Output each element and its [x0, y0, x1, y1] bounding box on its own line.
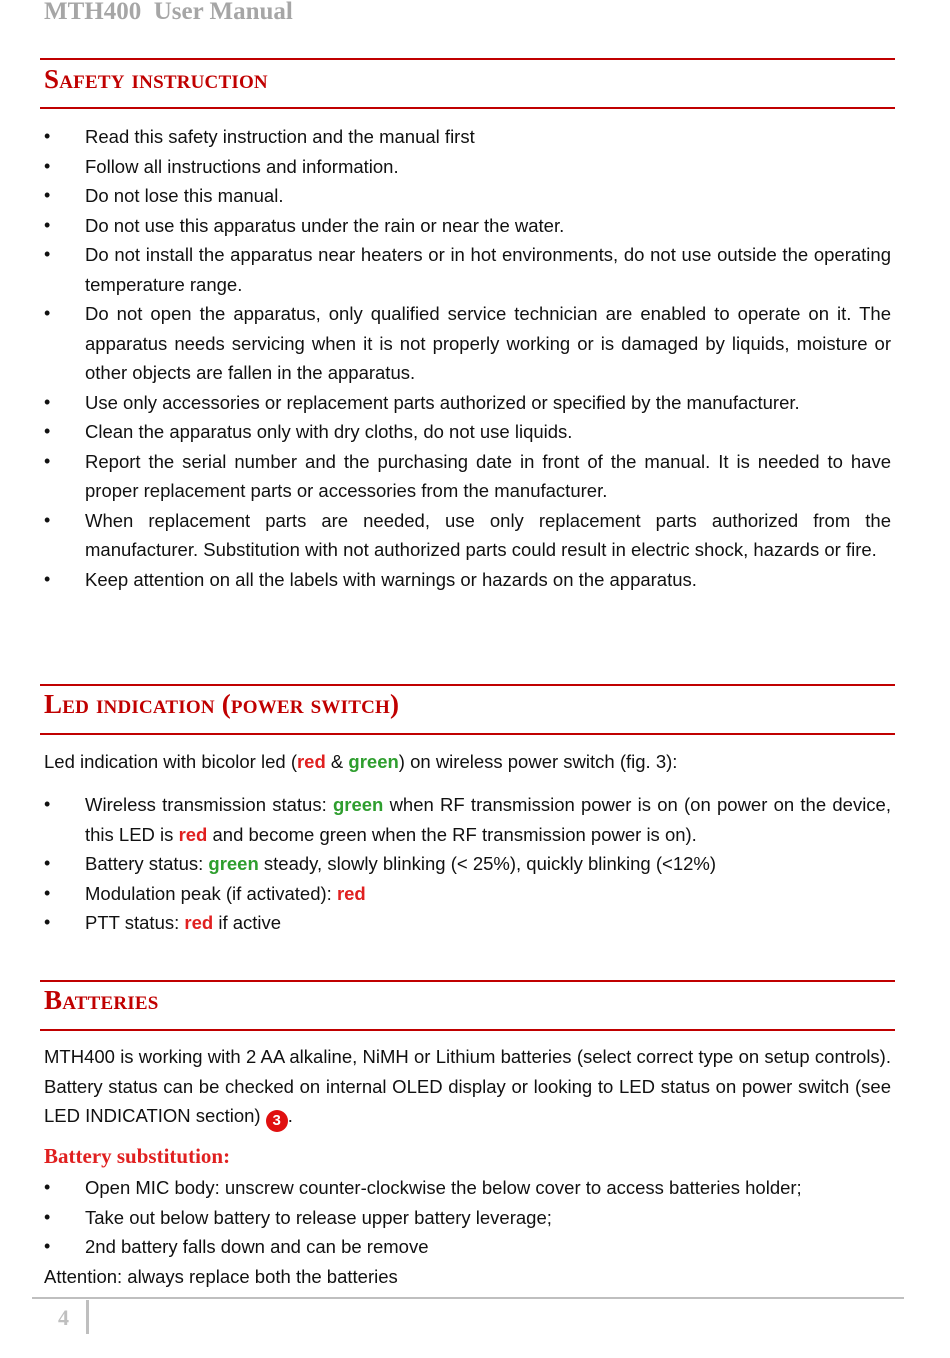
list-item: • 2nd battery falls down and can be remove	[44, 1236, 429, 1257]
section-rule-top	[40, 58, 895, 60]
led-intro: Led indication with bicolor led (red & green) on wireless power switch (fig. 3):	[44, 751, 678, 772]
battery-substitution-heading: Battery substitution:	[44, 1144, 231, 1168]
list-item: • Battery status: green steady, slowly blinking (< 25%), quickly blinking (<12%)	[44, 853, 717, 874]
list-item: • When replacement parts are needed, use only replacement parts authorized from the manufacturer. Substitution with not authorized parts could result in electric shock, hazards or fire.	[44, 509, 891, 560]
section-title-led: Led indication (power switch)	[44, 689, 400, 719]
section-rule-bottom	[40, 1029, 895, 1031]
list-item: • Use only accessories or replacement parts authorized or specified by the manufacturer.	[44, 391, 800, 413]
list-item: • PTT status: red if active	[44, 912, 282, 933]
section-rule-top	[40, 684, 895, 686]
footer-rule	[32, 1297, 904, 1299]
list-item: • Keep attention on all the labels with warnings or hazards on the apparatus.	[44, 568, 697, 590]
list-item: • Do not lose this manual.	[44, 185, 284, 206]
section-title-safety: Safety instruction	[44, 64, 268, 94]
list-item: • Do not open the apparatus, only qualified service technician are enabled to operate on it. The apparatus needs servicing when it is not properly working or is damaged by liquids, moisture or other objects are fallen in the apparatus.	[44, 303, 891, 383]
section-rule-bottom	[40, 107, 895, 109]
list-item: • Read this safety instruction and the manual first	[44, 126, 475, 147]
document-header: MTH400 User Manual	[44, 0, 293, 25]
list-item: • Report the serial number and the purchasing date in front of the manual. It is needed to have proper replacement parts or accessories from the manufacturer.	[44, 450, 891, 501]
list-item: • Take out below battery to release upper battery leverage;	[44, 1206, 552, 1228]
batteries-paragraph: MTH400 is working with 2 AA alkaline, NiMH or Lithium batteries (select correct type on setup controls). Battery status can be checked on internal OLED display or looking to LED status on power switch (see LED INDICATION section) 3 .	[44, 1042, 891, 1132]
list-item: • Do not use this apparatus under the rain or near the water.	[44, 214, 565, 236]
list-item: • Open MIC body: unscrew counter-clockwise the below cover to access batteries holder;	[44, 1177, 802, 1198]
section-rule-bottom	[40, 733, 895, 735]
figure-callout-badge: 3	[266, 1110, 288, 1132]
footer-divider	[86, 1300, 89, 1334]
list-item: • Wireless transmission status: green when RF transmission power is on (on power on the device, this LED is red and become green when the RF transmission power is on).	[44, 794, 891, 845]
attention-note: Attention: always replace both the batteries	[44, 1266, 398, 1287]
battery-steps-list	[44, 1173, 891, 1262]
section-rule-top	[40, 980, 895, 982]
list-item: • Clean the apparatus only with dry cloths, do not use liquids.	[44, 421, 573, 442]
list-item: • Follow all instructions and information.	[44, 155, 399, 177]
safety-list	[44, 122, 891, 594]
led-list	[44, 790, 891, 938]
list-item: • Do not install the apparatus near heaters or in hot environments, do not use outside the operating temperature range.	[44, 244, 891, 295]
section-title-batteries: Batteries	[44, 985, 159, 1015]
list-item: • Modulation peak (if activated): red	[44, 882, 366, 904]
page-number: 4	[58, 1305, 69, 1330]
